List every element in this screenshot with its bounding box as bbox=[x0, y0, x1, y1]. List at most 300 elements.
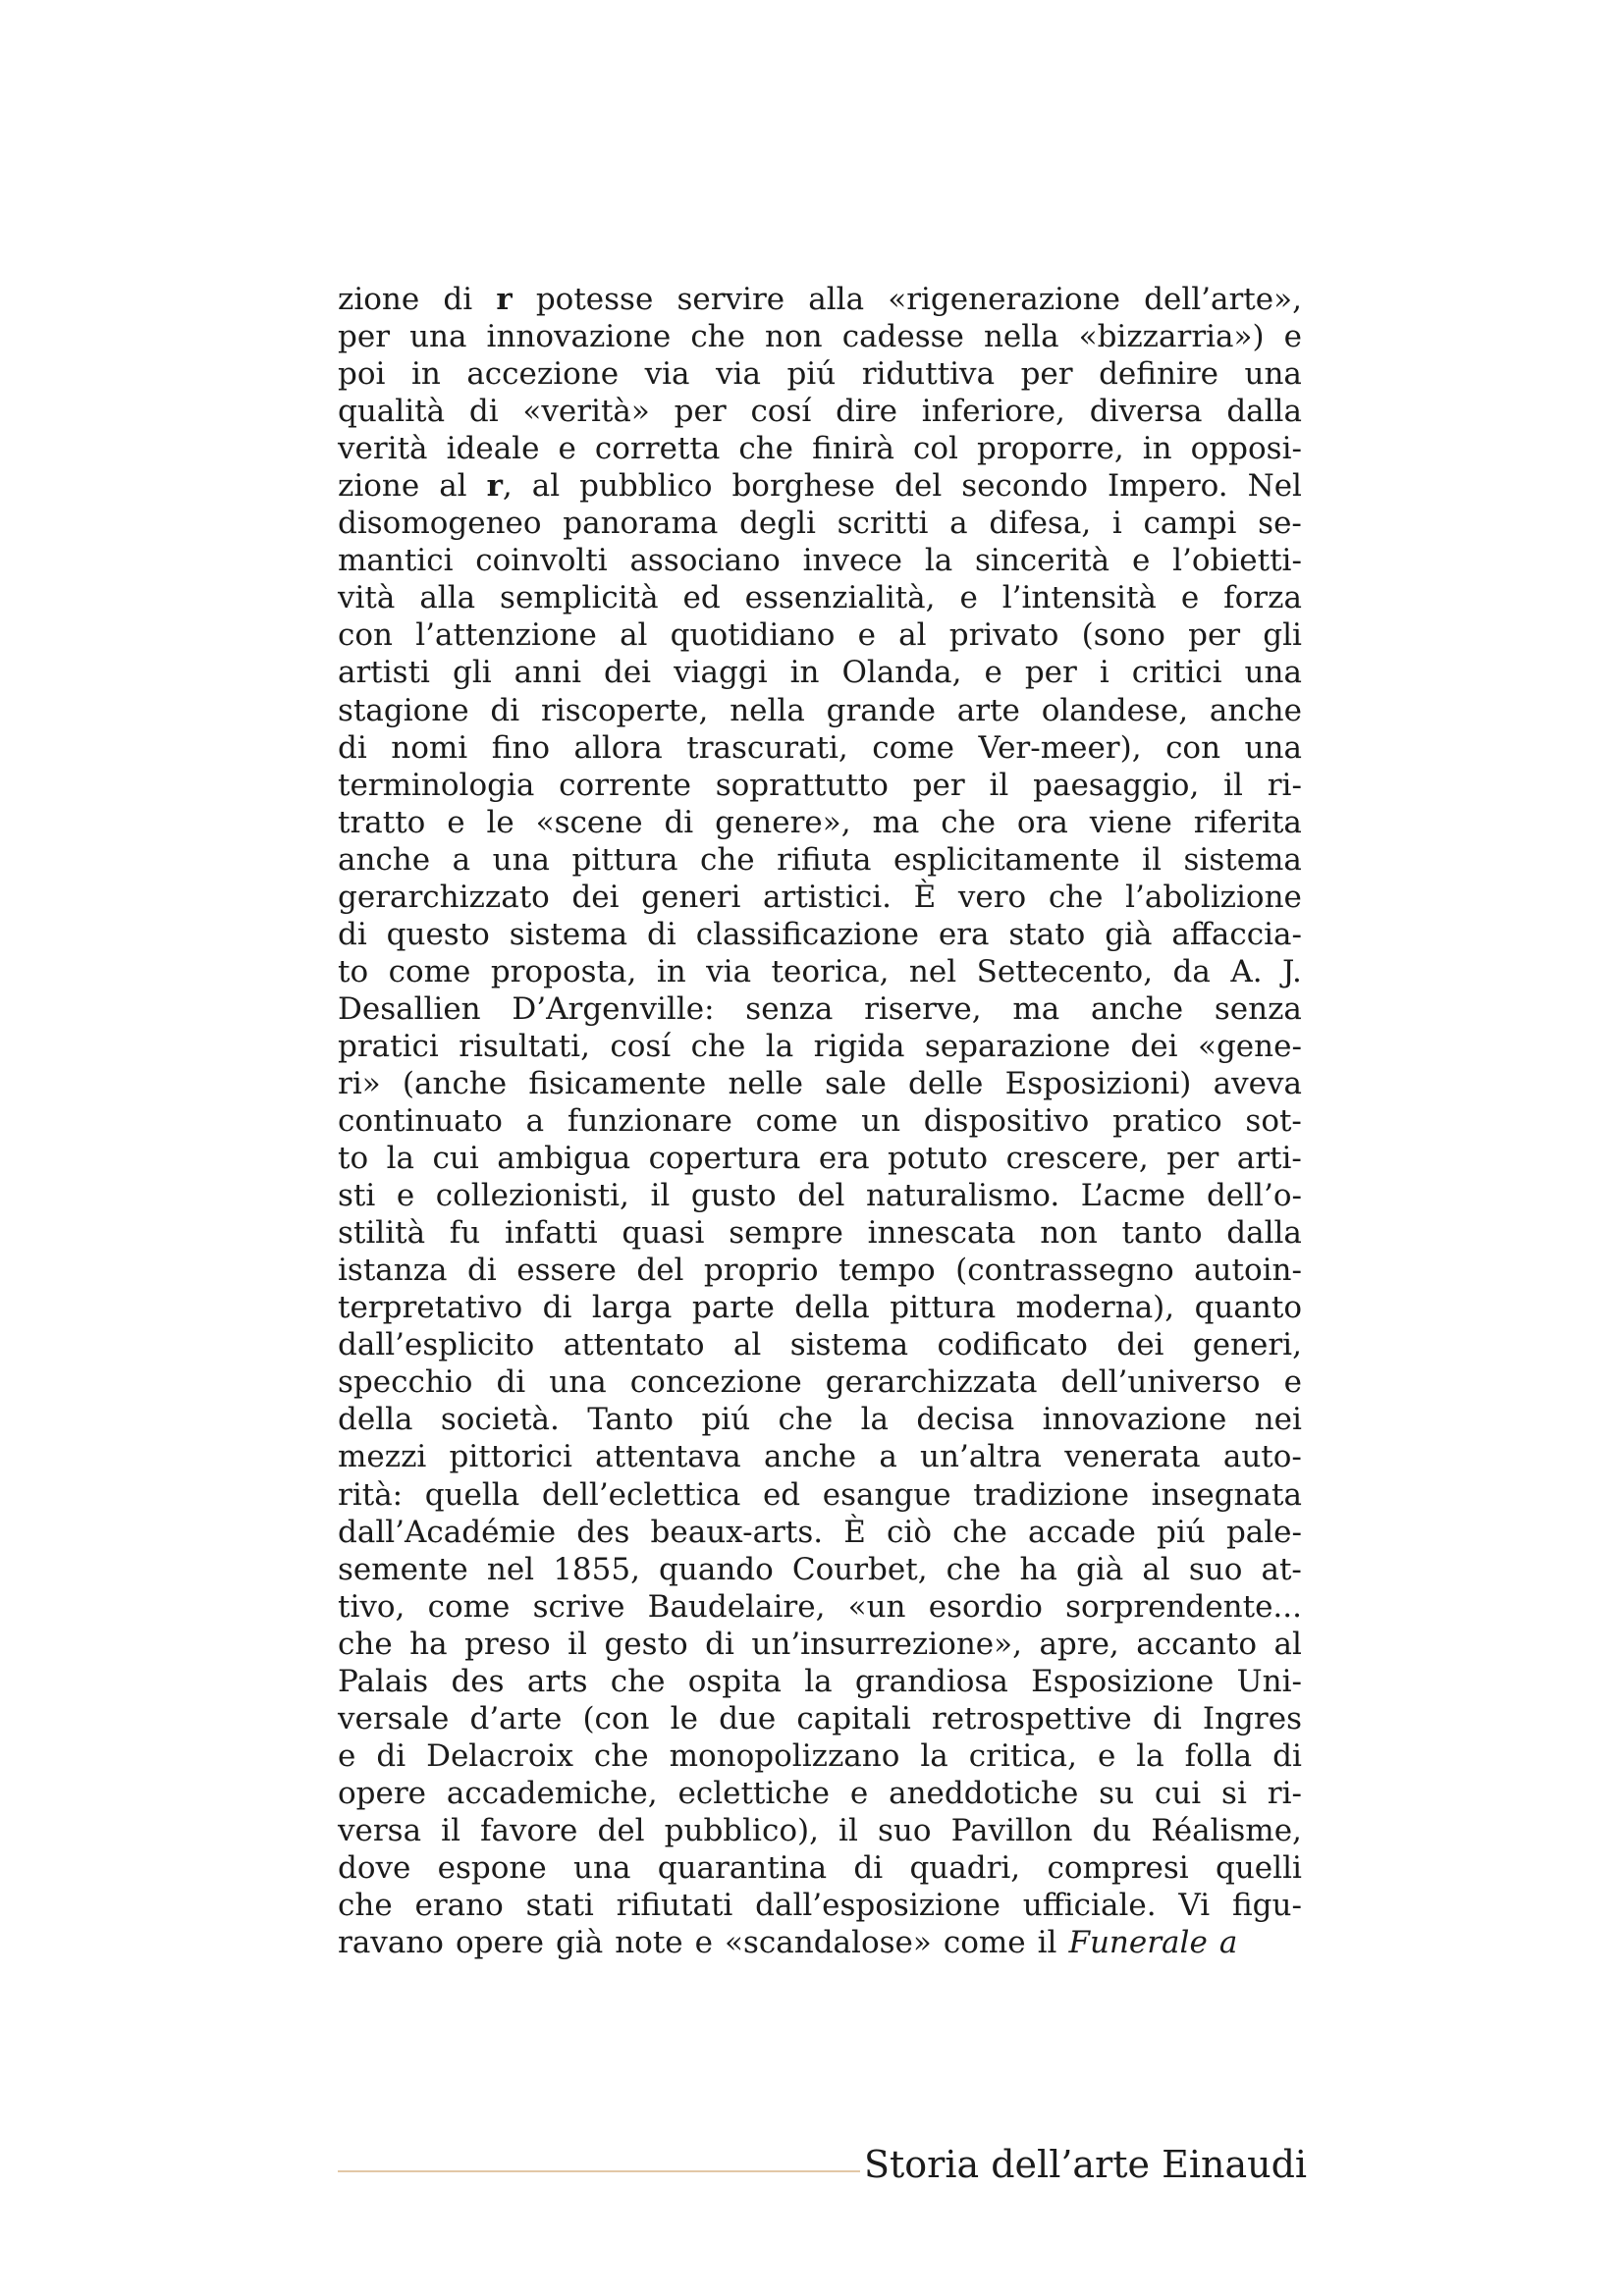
word: e bbox=[1283, 319, 1302, 355]
word: e bbox=[558, 431, 576, 467]
word: piú bbox=[1157, 1514, 1206, 1550]
word: di bbox=[376, 1737, 406, 1774]
text-line bbox=[338, 579, 1302, 616]
word: d’arte bbox=[469, 1700, 563, 1736]
word: (contrassegno bbox=[955, 1253, 1174, 1289]
word: des bbox=[451, 1663, 505, 1699]
word: che bbox=[338, 1626, 393, 1662]
word: dispositivo bbox=[923, 1103, 1090, 1140]
word: Ingres bbox=[1202, 1700, 1302, 1736]
word: e bbox=[338, 1737, 356, 1774]
word: che bbox=[338, 1888, 393, 1924]
word: come bbox=[943, 1925, 1026, 1961]
word: a bbox=[452, 841, 471, 878]
word: parte bbox=[691, 1290, 775, 1326]
footer-title: Storia dell’arte Einaudi bbox=[864, 2143, 1308, 2186]
word: ri- bbox=[1267, 767, 1302, 803]
word: Esposizioni) bbox=[1004, 1065, 1192, 1101]
word: gerarchizzata bbox=[825, 1364, 1038, 1401]
word: associano bbox=[629, 543, 781, 579]
word: «un bbox=[847, 1588, 906, 1625]
word: non bbox=[1040, 1215, 1098, 1252]
word: campi bbox=[1143, 506, 1237, 542]
word: rità: bbox=[338, 1476, 404, 1513]
word: poi bbox=[338, 356, 386, 393]
word: dalla bbox=[1226, 394, 1302, 430]
word: scrive bbox=[532, 1588, 625, 1625]
word: sti bbox=[338, 1178, 376, 1214]
word: in bbox=[656, 953, 686, 989]
word: ha bbox=[409, 1626, 448, 1662]
word: già bbox=[1075, 1551, 1124, 1587]
word: des bbox=[576, 1514, 630, 1550]
word: mantici bbox=[338, 543, 454, 579]
word: Desallien bbox=[338, 990, 481, 1027]
word: su bbox=[1099, 1775, 1135, 1811]
word: ri» bbox=[338, 1065, 381, 1101]
text-line bbox=[338, 729, 1302, 767]
word: arti- bbox=[1236, 1141, 1302, 1177]
word: vità bbox=[338, 580, 396, 616]
word: affaccia- bbox=[1171, 916, 1302, 952]
word: in bbox=[1142, 431, 1172, 467]
word: sistema bbox=[1183, 841, 1302, 878]
word: innovazione bbox=[1042, 1402, 1227, 1438]
word: ravano bbox=[338, 1925, 444, 1961]
word: coinvolti bbox=[475, 543, 608, 579]
word: pittura bbox=[571, 841, 678, 878]
word: sale bbox=[825, 1065, 887, 1101]
word: teorica, bbox=[771, 953, 890, 989]
word: mezzi bbox=[338, 1439, 427, 1475]
word: si bbox=[1221, 1775, 1247, 1811]
word: e bbox=[1131, 543, 1151, 579]
word: sistema bbox=[509, 916, 628, 952]
word: istanza bbox=[338, 1253, 448, 1289]
word: dei bbox=[603, 655, 652, 691]
word: stilità bbox=[338, 1215, 426, 1252]
text-line bbox=[338, 953, 1302, 990]
word: qualità bbox=[338, 394, 446, 430]
word: l’abolizione bbox=[1125, 879, 1302, 915]
word: da bbox=[1172, 953, 1211, 989]
word: fu bbox=[449, 1215, 481, 1252]
word: servire bbox=[676, 282, 785, 317]
word: delle bbox=[908, 1065, 984, 1101]
word: una bbox=[492, 841, 551, 878]
word: che bbox=[778, 1402, 834, 1438]
word: società. bbox=[440, 1402, 560, 1438]
text-line bbox=[338, 841, 1302, 879]
word: nelle bbox=[728, 1065, 803, 1101]
word: viene bbox=[1089, 804, 1172, 840]
word: di bbox=[542, 1290, 572, 1326]
text-line bbox=[338, 355, 1302, 393]
word: innescata bbox=[867, 1215, 1016, 1252]
text-line bbox=[338, 1812, 1302, 1849]
word: pubblico), bbox=[664, 1812, 819, 1848]
word: Impero. bbox=[1107, 468, 1228, 505]
word: borghese bbox=[731, 468, 876, 505]
word: fisicamente bbox=[528, 1065, 707, 1101]
word: gesto bbox=[604, 1626, 688, 1662]
word: generi bbox=[641, 879, 741, 915]
word: corrente bbox=[559, 767, 691, 803]
word: sempre bbox=[729, 1215, 843, 1252]
word: tradizione bbox=[973, 1476, 1129, 1513]
word: il bbox=[989, 767, 1009, 803]
word: il bbox=[1223, 767, 1243, 803]
text-line bbox=[338, 1214, 1302, 1252]
word: pubblico bbox=[579, 468, 713, 505]
word: innovazione bbox=[486, 319, 672, 355]
word: una bbox=[573, 1849, 631, 1886]
word: e bbox=[1180, 580, 1200, 616]
word: concezione bbox=[629, 1364, 802, 1401]
word: semplicità bbox=[500, 580, 659, 616]
word: terminologia bbox=[338, 767, 535, 803]
word: di bbox=[338, 729, 367, 766]
word: anche bbox=[338, 841, 431, 878]
word: per bbox=[338, 319, 391, 355]
word: al bbox=[1273, 1626, 1302, 1662]
word: aneddotiche bbox=[889, 1775, 1079, 1811]
word: il bbox=[1142, 841, 1162, 878]
word: «gene- bbox=[1197, 1028, 1302, 1064]
text-line bbox=[338, 804, 1302, 841]
word: e bbox=[396, 1178, 415, 1214]
word: opere bbox=[455, 1925, 544, 1961]
text-line bbox=[338, 1028, 1302, 1065]
word: decisa bbox=[916, 1402, 1015, 1438]
word: potuto bbox=[888, 1141, 989, 1177]
word: diversa bbox=[1089, 394, 1203, 430]
word: specchio bbox=[338, 1364, 473, 1401]
word: del bbox=[797, 1178, 845, 1214]
word: a bbox=[879, 1439, 897, 1475]
word: pittorici bbox=[449, 1439, 572, 1475]
word: per bbox=[674, 394, 727, 430]
word: e bbox=[694, 1925, 714, 1961]
word: corretta bbox=[594, 431, 721, 467]
word: con bbox=[338, 617, 393, 654]
word: una bbox=[549, 1364, 607, 1401]
word: fino bbox=[491, 729, 550, 766]
word: grande bbox=[826, 692, 936, 728]
word: A. bbox=[1230, 953, 1263, 989]
word: al bbox=[898, 617, 927, 654]
word: codificato bbox=[937, 1327, 1088, 1363]
word: che bbox=[699, 841, 755, 878]
word: sistema bbox=[789, 1327, 909, 1363]
word: verità bbox=[338, 431, 428, 467]
word: crescere, bbox=[1005, 1141, 1149, 1177]
word: di bbox=[1272, 1737, 1302, 1774]
word: pratici bbox=[338, 1028, 439, 1064]
word: di bbox=[705, 1626, 734, 1662]
word: per bbox=[1166, 1141, 1219, 1177]
text-line bbox=[338, 1252, 1302, 1289]
word: di bbox=[468, 394, 499, 430]
word: quanto bbox=[1194, 1290, 1302, 1326]
word: del bbox=[636, 1253, 684, 1289]
word: classificazione bbox=[695, 916, 919, 952]
word: ora bbox=[1016, 804, 1068, 840]
word: nel bbox=[486, 1551, 535, 1587]
word: di bbox=[338, 916, 367, 952]
word: il bbox=[650, 1178, 671, 1214]
word: di bbox=[496, 1364, 526, 1401]
word: difesa, bbox=[989, 506, 1092, 542]
word: che bbox=[738, 431, 794, 467]
word: grandiosa bbox=[854, 1663, 1008, 1699]
word: versale bbox=[338, 1700, 450, 1736]
text-line bbox=[338, 879, 1302, 916]
word: generi, bbox=[1192, 1327, 1302, 1363]
word: inferiore, bbox=[921, 394, 1065, 430]
word: separazione bbox=[924, 1028, 1110, 1064]
word: e bbox=[984, 655, 1002, 691]
word: l’intensità bbox=[1001, 580, 1157, 616]
word: via bbox=[706, 953, 752, 989]
word: riferita bbox=[1193, 804, 1302, 840]
word: di bbox=[853, 1849, 884, 1886]
text-line bbox=[338, 1514, 1302, 1551]
word: degli bbox=[739, 506, 816, 542]
text-line bbox=[338, 1924, 1302, 1961]
word: essenzialità, bbox=[744, 580, 936, 616]
word: pittura bbox=[890, 1290, 997, 1326]
word: il bbox=[1037, 1925, 1057, 1961]
word: che bbox=[941, 804, 996, 840]
word: col bbox=[913, 431, 958, 467]
word: la bbox=[386, 1141, 415, 1177]
word: riscoperte, bbox=[541, 692, 709, 728]
word: se- bbox=[1258, 506, 1302, 542]
word: stati bbox=[525, 1888, 594, 1924]
word: pale- bbox=[1225, 1514, 1302, 1550]
word: accanto bbox=[1136, 1626, 1258, 1662]
word: esplicitamente bbox=[893, 841, 1120, 878]
word: paesaggio, bbox=[1033, 767, 1200, 803]
word: rigida bbox=[813, 1028, 905, 1064]
word: dei bbox=[571, 879, 620, 915]
word: tratto bbox=[338, 804, 426, 840]
word: olandese, bbox=[1041, 692, 1189, 728]
word: cosí bbox=[750, 394, 812, 430]
word: «verità» bbox=[522, 394, 650, 430]
word: infatti bbox=[504, 1215, 598, 1252]
word: al bbox=[1142, 1551, 1170, 1587]
word: suo bbox=[877, 1812, 932, 1848]
word: ha bbox=[1019, 1551, 1057, 1587]
word: a bbox=[949, 506, 968, 542]
word: opere bbox=[338, 1775, 427, 1811]
word: dell’arte», bbox=[1144, 282, 1302, 317]
word: era bbox=[938, 916, 990, 952]
word: senza bbox=[1214, 990, 1302, 1027]
word: accade bbox=[1028, 1514, 1136, 1550]
word: capitali bbox=[796, 1700, 911, 1736]
text-line bbox=[338, 1663, 1302, 1700]
word: che bbox=[593, 1737, 649, 1774]
word: come bbox=[388, 953, 471, 989]
word: semente bbox=[338, 1551, 468, 1587]
text-line bbox=[338, 1289, 1302, 1326]
word: tempo bbox=[838, 1253, 936, 1289]
word: a bbox=[1218, 1925, 1238, 1961]
word: sot- bbox=[1245, 1103, 1302, 1140]
word: la bbox=[920, 1737, 948, 1774]
word: cui bbox=[1154, 1775, 1202, 1811]
word: al bbox=[531, 468, 561, 505]
word: potesse bbox=[535, 282, 654, 317]
word: larga bbox=[591, 1290, 673, 1326]
word: pratico bbox=[1112, 1103, 1222, 1140]
word: e bbox=[849, 1775, 869, 1811]
word: aveva bbox=[1213, 1065, 1302, 1101]
word: panorama bbox=[563, 506, 719, 542]
word: per bbox=[912, 767, 965, 803]
word: quella bbox=[424, 1476, 520, 1513]
text-line bbox=[338, 1065, 1302, 1102]
word: erano bbox=[414, 1888, 504, 1924]
word: dei bbox=[1130, 1028, 1178, 1064]
word: della bbox=[794, 1290, 870, 1326]
word: ri- bbox=[1267, 1775, 1302, 1811]
word: critici bbox=[1131, 655, 1222, 691]
word: auto- bbox=[1222, 1439, 1302, 1475]
word: come bbox=[755, 1103, 839, 1140]
word: un bbox=[861, 1103, 901, 1140]
word: suo bbox=[1188, 1551, 1243, 1587]
word: la bbox=[1136, 1737, 1164, 1774]
word: copertura bbox=[648, 1141, 801, 1177]
word: Settecento, bbox=[976, 953, 1154, 989]
word: ed bbox=[762, 1476, 801, 1513]
text-line bbox=[338, 1588, 1302, 1626]
word: anche bbox=[1091, 990, 1184, 1027]
word: attentato bbox=[563, 1327, 705, 1363]
word: allora bbox=[573, 729, 663, 766]
word: È bbox=[843, 1514, 866, 1550]
text-line bbox=[338, 1438, 1302, 1475]
word: di bbox=[467, 1253, 497, 1289]
word: via bbox=[644, 356, 690, 393]
word: un’insurrezione», bbox=[751, 1626, 1022, 1662]
word: quotidiano bbox=[670, 617, 836, 654]
word: per bbox=[1024, 655, 1077, 691]
text-line bbox=[338, 654, 1302, 691]
word: cosí bbox=[610, 1028, 672, 1064]
word: versa bbox=[338, 1812, 422, 1848]
word: rifiuta bbox=[777, 841, 872, 878]
word: come bbox=[872, 729, 955, 766]
word: quelli bbox=[1216, 1849, 1302, 1886]
word: arte bbox=[956, 692, 1020, 728]
text-line bbox=[338, 1626, 1302, 1663]
word: du bbox=[1092, 1812, 1132, 1848]
word: collezionisti, bbox=[435, 1178, 629, 1214]
text-line bbox=[338, 916, 1302, 953]
word: nella bbox=[983, 319, 1059, 355]
word: to bbox=[338, 953, 369, 989]
word: dell’o- bbox=[1206, 1178, 1302, 1214]
word: di bbox=[647, 916, 676, 952]
word: nomi bbox=[391, 729, 468, 766]
word: favore bbox=[480, 1812, 578, 1848]
word: privato bbox=[948, 617, 1059, 654]
word: accademiche, bbox=[446, 1775, 658, 1811]
text-line bbox=[338, 1326, 1302, 1363]
word: «scene bbox=[535, 804, 643, 840]
word: gli bbox=[452, 655, 492, 691]
word: vero bbox=[957, 879, 1027, 915]
word: «scandalose» bbox=[725, 1925, 932, 1961]
word: nella bbox=[730, 692, 805, 728]
word: via bbox=[716, 356, 761, 393]
word: già bbox=[555, 1925, 604, 1961]
word: proposta, bbox=[490, 953, 637, 989]
word: to bbox=[338, 1141, 369, 1177]
word: come bbox=[427, 1588, 511, 1625]
word: i bbox=[1111, 506, 1122, 542]
word: che bbox=[952, 1514, 1007, 1550]
word: «rigenerazione bbox=[888, 282, 1120, 317]
word: una bbox=[1244, 729, 1302, 766]
word: le bbox=[670, 1700, 698, 1736]
word: (sono bbox=[1081, 617, 1165, 654]
word: venerata bbox=[1064, 1439, 1201, 1475]
word: Funerale bbox=[1068, 1925, 1208, 1961]
word: ambigua bbox=[497, 1141, 631, 1177]
word: una bbox=[409, 319, 467, 355]
word: definire bbox=[1099, 356, 1218, 393]
word: senza bbox=[745, 990, 834, 1027]
word: compresi bbox=[1047, 1849, 1189, 1886]
word: apre, bbox=[1039, 1626, 1119, 1662]
word: di bbox=[443, 282, 473, 317]
word: una bbox=[1244, 356, 1302, 393]
word: stagione bbox=[338, 692, 469, 728]
word: scritti bbox=[837, 506, 929, 542]
word: che bbox=[610, 1663, 666, 1699]
word: funzionare bbox=[567, 1103, 732, 1140]
word: secondo bbox=[961, 468, 1089, 505]
word: l’obietti- bbox=[1172, 543, 1302, 579]
word: Delacroix bbox=[426, 1737, 573, 1774]
text-line bbox=[338, 1363, 1302, 1401]
word: le bbox=[486, 804, 514, 840]
word: la bbox=[765, 1028, 794, 1064]
text-line bbox=[338, 542, 1302, 579]
word: D’Argenville: bbox=[512, 990, 715, 1027]
word: il bbox=[441, 1812, 460, 1848]
word: anche bbox=[1209, 692, 1302, 728]
word: Vi bbox=[1178, 1888, 1211, 1924]
word: espone bbox=[437, 1849, 547, 1886]
text-line bbox=[338, 430, 1302, 467]
word: e bbox=[959, 580, 978, 616]
word: risultati, bbox=[459, 1028, 590, 1064]
word: quasi bbox=[622, 1215, 705, 1252]
word: insegnata bbox=[1151, 1476, 1302, 1513]
text-line bbox=[338, 467, 1302, 505]
word: l’attenzione bbox=[415, 617, 597, 654]
text-line bbox=[338, 1737, 1302, 1775]
word: dire bbox=[836, 394, 898, 430]
word: opposi- bbox=[1190, 431, 1302, 467]
